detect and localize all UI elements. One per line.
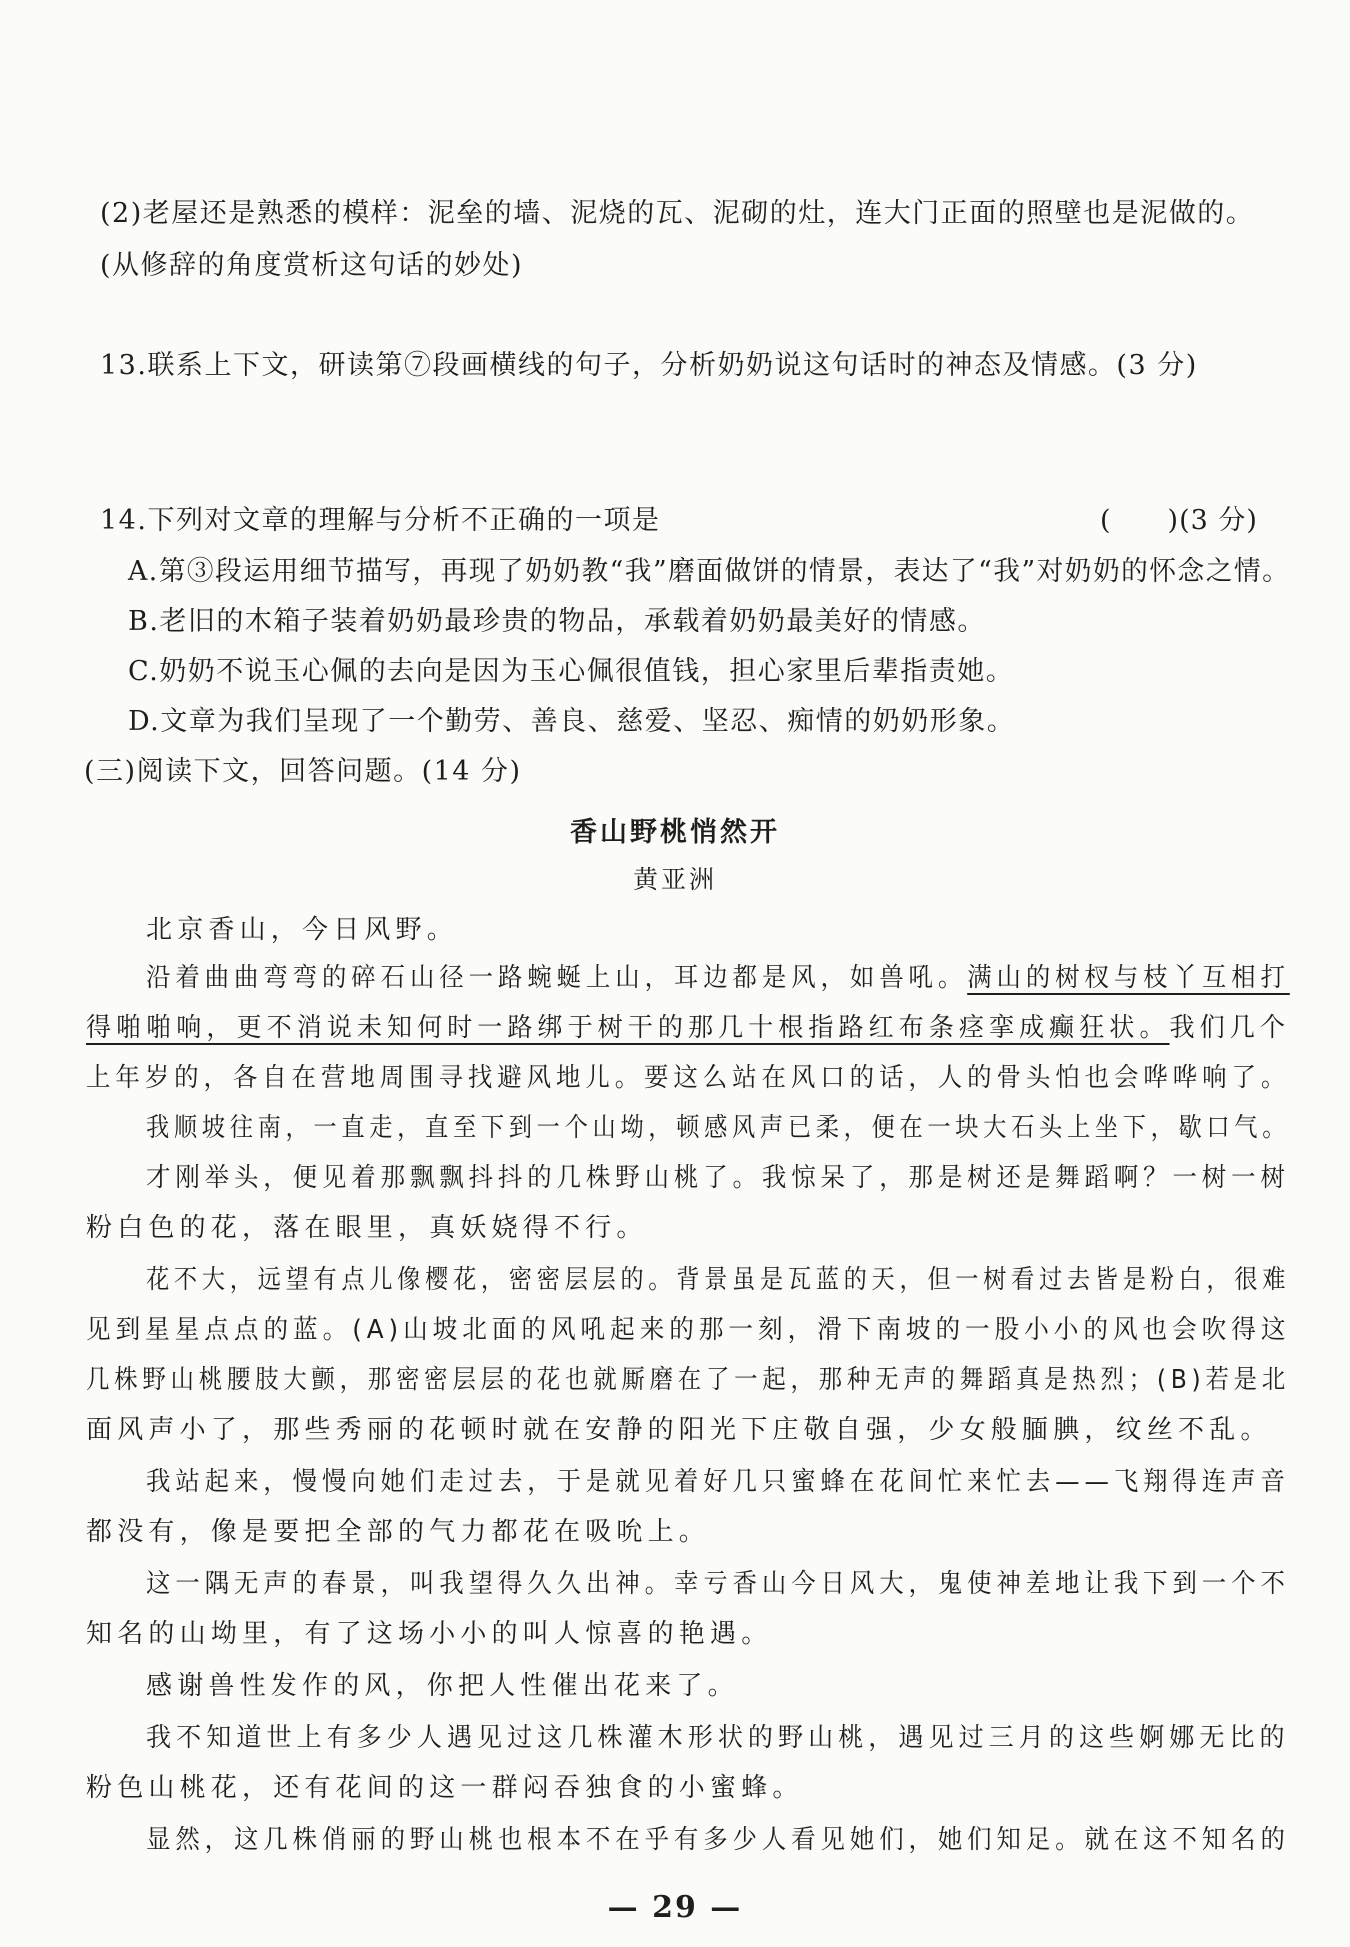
passage-p10: 显然，这几株俏丽的野山桃也根本不在乎有多少人看见她们，她们知足。就在这不知名的	[146, 1825, 1290, 1855]
section3-header: (三)阅读下文，回答问题。(14 分)	[84, 756, 522, 787]
q14-option-a: A.第③段运用细节描写，再现了奶奶教“我”磨面做饼的情景，表达了“我”对奶奶的怀念之情。	[128, 556, 1291, 587]
passage-title: 香山野桃悄然开	[570, 817, 780, 848]
q14-option-b: B.老旧的木箱子装着奶奶最珍贵的物品，承载着奶奶最美好的情感。	[128, 606, 986, 637]
q12-2-line1: (2)老屋还是熟悉的模样：泥垒的墙、泥烧的瓦、泥砌的灶，连大门正面的照壁也是泥做的。	[100, 198, 1255, 229]
q14-answer-bracket: ( )(3 分)	[1100, 505, 1258, 536]
passage-p2-l1-text: 沿着曲曲弯弯的碎石山径一路蜿蜒上山，耳边都是风，如兽吼。	[146, 963, 968, 993]
passage-p5-line1: 花不大，远望有点儿像樱花，密密层层的。背景虽是瓦蓝的天，但一树看过去皆是粉白，很难	[146, 1265, 1291, 1295]
passage-p7-line1: 这一隅无声的春景，叫我望得久久出神。幸亏香山今日风大，鬼使神差地让我下到一个不	[146, 1569, 1290, 1599]
passage-p2-line2	[86, 1010, 1290, 1046]
passage-p4-line1: 才刚举头，便见着那飘飘抖抖的几株野山桃了。我惊呆了，那是树还是舞蹈啊？一树一树	[146, 1163, 1290, 1193]
passage-p9-line2: 粉色山桃花，还有花间的这一群闷吞独食的小蜜蜂。	[86, 1773, 804, 1803]
underlined-sentence-part1: 满山的树杈与枝丫互相打	[967, 963, 1290, 993]
passage-p2-l2-text: 我们几个	[1169, 1013, 1290, 1043]
q14-option-c: C.奶奶不说玉心佩的去向是因为玉心佩很值钱，担心家里后辈指责她。	[128, 656, 1015, 687]
passage-p5-line3: 几株野山桃腰肢大颤，那密密层层的花也就厮磨在了一起，那种无声的舞蹈真是热烈；(B)若是北	[86, 1365, 1290, 1395]
passage-author: 黄亚洲	[632, 865, 717, 894]
passage-p3: 我顺坡往南，一直走，直至下到一个山坳，顿感风声已柔，便在一块大石头上坐下，歇口气。	[146, 1113, 1291, 1143]
q13-text: 13.联系上下文，研读第⑦段画横线的句子，分析奶奶说这句话时的神态及情感。(3 分)	[100, 350, 1198, 381]
passage-p2-line1	[146, 960, 1290, 996]
q12-2-line2: (从修辞的角度赏析这句话的妙处)	[100, 250, 524, 281]
page-number: — 29 —	[607, 1890, 743, 1925]
passage-p2-line3: 上年岁的，各自在营地周围寻找避风地儿。要这么站在风口的话，人的骨头怕也会哗哗响了。	[86, 1063, 1291, 1093]
passage-p8: 感谢兽性发作的风，你把人性催出花来了。	[146, 1671, 739, 1701]
passage-p1: 北京香山，今日风野。	[146, 915, 459, 945]
passage-p5-line4: 面风声小了，那些秀丽的花顿时就在安静的阳光下庄敬自强，少女般腼腆，纹丝不乱。	[86, 1415, 1272, 1445]
passage-p6-line1: 我站起来，慢慢向她们走过去，于是就见着好几只蜜蜂在花间忙来忙去——飞翔得连声音	[146, 1467, 1290, 1497]
passage-p9-line1: 我不知道世上有多少人遇见过这几株灌木形状的野山桃，遇见过三月的这些婀娜无比的	[146, 1723, 1290, 1753]
q14-stem: 14.下列对文章的理解与分析不正确的一项是	[100, 505, 661, 536]
passage-p4-line2: 粉白色的花，落在眼里，真妖娆得不行。	[86, 1213, 648, 1243]
q14-option-d: D.文章为我们呈现了一个勤劳、善良、慈爱、坚忍、痴情的奶奶形象。	[128, 706, 1016, 737]
passage-p5-line2: 见到星星点点的蓝。(A)山坡北面的风吼起来的那一刻，滑下南坡的一股小小的风也会吹得这	[86, 1315, 1291, 1345]
passage-p6-line2: 都没有，像是要把全部的气力都花在吸吮上。	[86, 1517, 711, 1547]
underlined-sentence-part2: 得啪啪响，更不消说未知何时一路绑于树干的那几十根指路红布条痉挛成癫狂状。	[86, 1013, 1170, 1043]
passage-p7-line2: 知名的山坳里，有了这场小小的叫人惊喜的艳遇。	[86, 1619, 773, 1649]
